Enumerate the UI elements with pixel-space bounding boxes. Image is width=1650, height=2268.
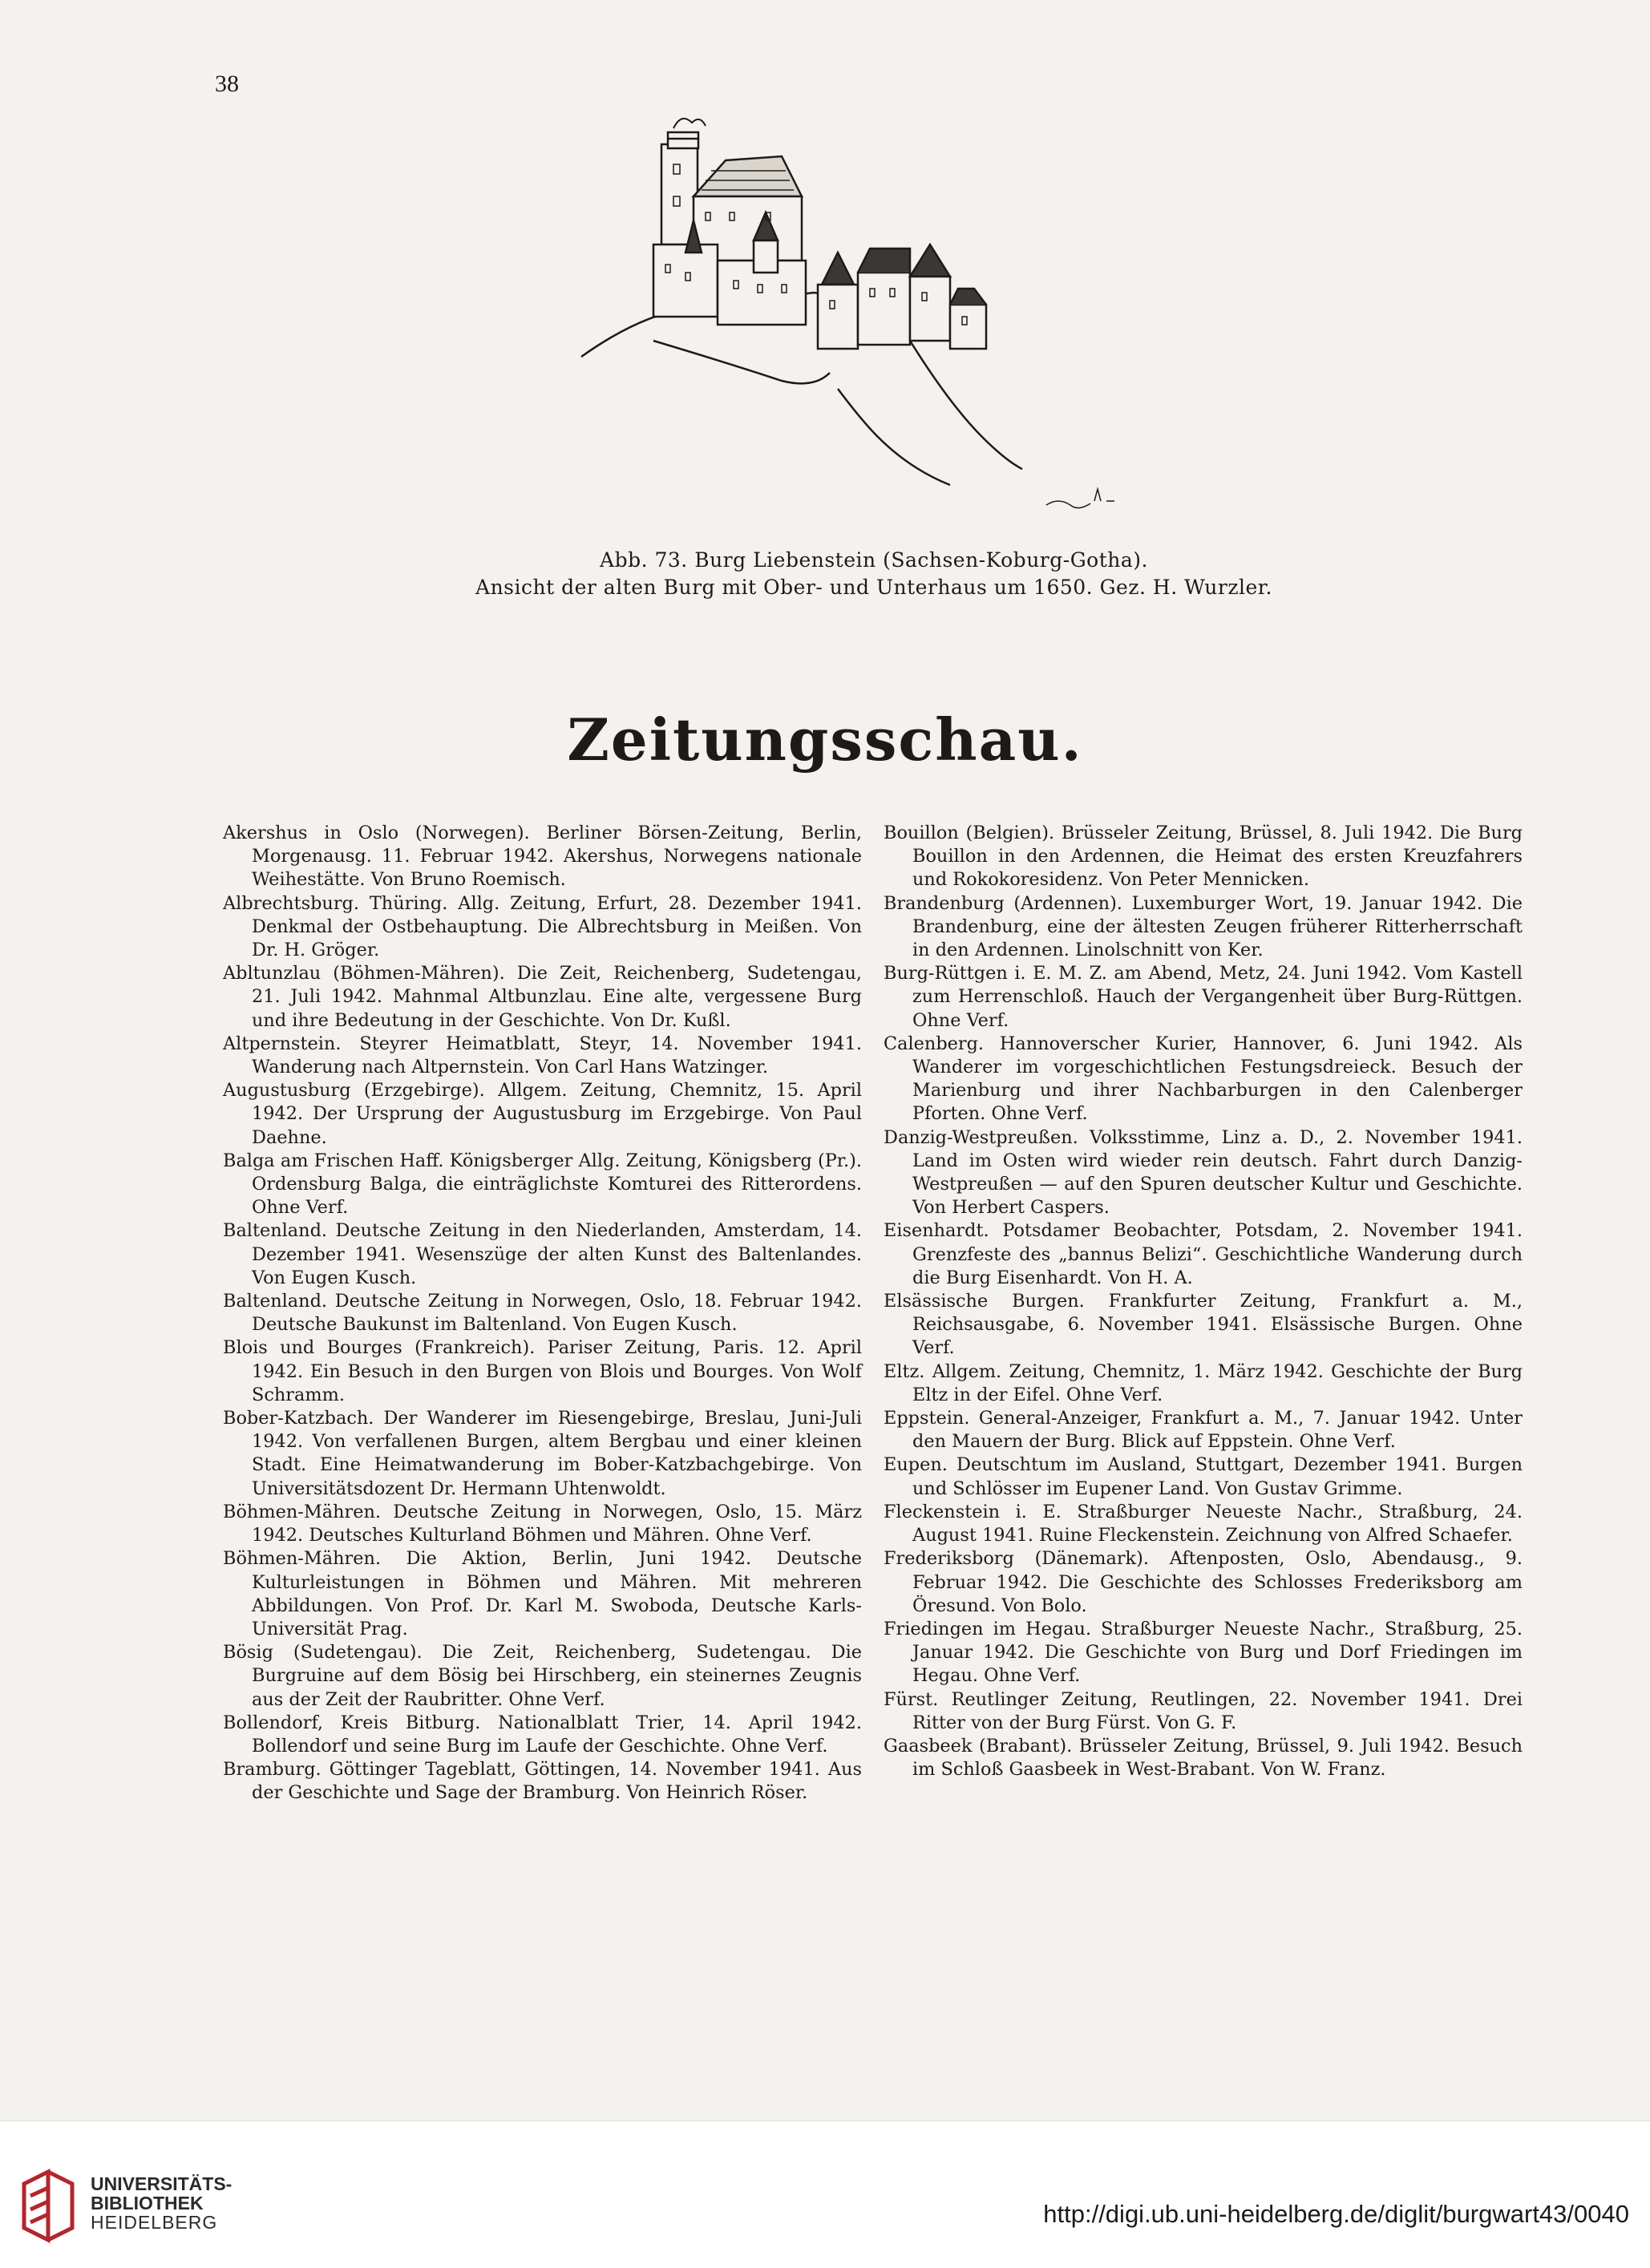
list-item: Balga am Frischen Haff. Königsberger Allg. Zeitung, Königsberg (Pr.). Ordensburg Balga, die einträglichste Komturei des Ritterordens. Ohne Verf. — [223, 1150, 862, 1219]
list-item: Bramburg. Göttinger Tageblatt, Göttingen, 14. November 1941. Aus der Geschichte und Sage der Bramburg. Von Heinrich Röser. — [223, 1759, 862, 1804]
library-name-line1: UNIVERSITÄTS- — [91, 2173, 233, 2194]
list-item: Augustusburg (Erzgebirge). Allgem. Zeitung, Chemnitz, 15. April 1942. Der Ursprung der Augustusburg im Erzgebirge. Von Paul Daehne. — [223, 1080, 862, 1148]
list-item: Blois und Bourges (Frankreich). Pariser Zeitung, Paris. 12. April 1942. Ein Besuch in den Burgen von Blois und Bourges. Von Wolf Schramm. — [223, 1337, 862, 1405]
library-logo-icon — [16, 2168, 80, 2248]
list-item: Eupen. Deutschtum im Ausland, Stuttgart, Dezember 1941. Burgen und Schlösser im Eupener Land. Von Gustav Grimme. — [884, 1454, 1523, 1499]
list-item: Bollendorf, Kreis Bitburg. Nationalblatt Trier, 14. April 1942. Bollendorf und seine Burg im Laufe der Geschichte. Ohne Verf. — [223, 1712, 862, 1757]
list-item: Fleckenstein i. E. Straßburger Neueste Nachr., Straßburg, 24. August 1941. Ruine Fleckenstein. Zeichnung von Alfred Schaefer. — [884, 1501, 1523, 1546]
list-item: Fürst. Reutlinger Zeitung, Reutlingen, 22. November 1941. Drei Ritter von der Burg Fürst. Von G. F. — [884, 1688, 1523, 1733]
list-item: Albrechtsburg. Thüring. Allg. Zeitung, Erfurt, 28. Dezember 1941. Denkmal der Ostbehauptung. Die Albrechtsburg in Meißen. Von Dr. H. Gröger. — [223, 892, 862, 961]
figure-caption-line2: Ansicht der alten Burg mit Ober- und Unterhaus um 1650. Gez. H. Wurzler. — [475, 576, 1272, 599]
list-item: Frederiksborg (Dänemark). Aftenposten, Oslo, Abendausg., 9. Februar 1942. Die Geschichte des Schlosses Frederiksborg am Öresund. Von Bolo. — [884, 1548, 1523, 1616]
list-item: Brandenburg (Ardennen). Luxemburger Wort, 19. Januar 1942. Die Brandenburg, eine der ältesten Zeugen früherer Ritterherrschaft in den Ardennen. Linolschnitt von Ker. — [884, 892, 1523, 961]
list-item: Akershus in Oslo (Norwegen). Berliner Börsen-Zeitung, Berlin, Morgenausg. 11. Februar 1942. Akershus, Norwegens nationale Weihestätte. Von Bruno Roemisch. — [223, 823, 862, 891]
list-item: Böhmen-Mähren. Die Aktion, Berlin, Juni 1942. Deutsche Kulturleistungen in Böhmen und Mähren. Mit mehreren Abbildungen. Von Prof. Dr. Karl M. Swoboda, Deutsche Karls-Universität Prag. — [223, 1548, 862, 1639]
list-item: Bober-Katzbach. Der Wanderer im Riesengebirge, Breslau, Juni-Juli 1942. Von verfallenen Burgen, altem Bergbau und einer kleinen Stadt. Eine Heimatwanderung im Bober-Katzbachgebirge. Von Universitätsdozent Dr. Hermann Uhtenwoldt. — [223, 1408, 862, 1499]
permalink-url[interactable]: http://digi.ub.uni-heidelberg.de/diglit/burgwart43/0040 — [1043, 2200, 1629, 2228]
list-item: Bösig (Sudetengau). Die Zeit, Reichenberg, Sudetengau. Die Burgruine auf dem Bösig bei Hirschberg, ein steinernes Zeugnis aus der Zeit der Raubritter. Ohne Verf. — [223, 1642, 862, 1710]
library-name-line2: BIBLIOTHEK — [91, 2193, 204, 2213]
list-item: Abltunzlau (Böhmen-Mähren). Die Zeit, Reichenberg, Sudetengau, 21. Juli 1942. Mahnmal Altbunzlau. Eine alte, vergessene Burg und ihre Bedeutung in der Geschichte. Von Dr. Kußl. — [223, 963, 862, 1031]
footer-bar — [0, 2120, 1650, 2268]
list-item: Baltenland. Deutsche Zeitung in Norwegen, Oslo, 18. Februar 1942. Deutsche Baukunst im Baltenland. Von Eugen Kusch. — [223, 1291, 862, 1336]
list-item: Eisenhardt. Potsdamer Beobachter, Potsdam, 2. November 1941. Grenzfeste des „bannus Belizi“. Geschichtliche Wanderung durch die Burg Eisenhardt. Von H. A. — [884, 1220, 1523, 1288]
list-item: Altpernstein. Steyrer Heimatblatt, Steyr, 14. November 1941. Wanderung nach Altpernstein. Von Carl Hans Watzinger. — [223, 1033, 862, 1078]
left-column — [223, 822, 862, 1805]
library-name — [91, 2174, 232, 2232]
list-item: Danzig-Westpreußen. Volksstimme, Linz a. D., 2. November 1941. Land im Osten wird wieder rein deutsch. Fahrt durch Danzig-Westpreußen — auf den Spuren deutscher Kultur und Geschichte. Von Herbert Caspers. — [884, 1126, 1523, 1219]
library-name-line3: HEIDELBERG — [91, 2212, 218, 2233]
list-item: Böhmen-Mähren. Deutsche Zeitung in Norwegen, Oslo, 15. März 1942. Deutsches Kulturland Böhmen und Mähren. Ohne Verf. — [223, 1501, 862, 1546]
page-number: 38 — [215, 71, 239, 97]
list-item: Bouillon (Belgien). Brüsseler Zeitung, Brüssel, 8. Juli 1942. Die Burg Bouillon in den Ardennen, die Heimat des ersten Kreuzfahrers und Rokokoresidenz. Von Peter Mennicken. — [884, 823, 1523, 891]
castle-illustration — [573, 100, 1134, 537]
list-item: Eppstein. General-Anzeiger, Frankfurt a. M., 7. Januar 1942. Unter den Mauern der Burg. Blick auf Eppstein. Ohne Verf. — [884, 1408, 1523, 1453]
list-item: Baltenland. Deutsche Zeitung in den Niederlanden, Amsterdam, 14. Dezember 1941. Wesenszüge der alten Kunst des Baltenlandes. Von Eugen Kusch. — [223, 1220, 862, 1288]
figure-caption-line1: Abb. 73. Burg Liebenstein (Sachsen-Koburg-Gotha). — [600, 548, 1148, 572]
list-item: Calenberg. Hannoverscher Kurier, Hannover, 6. Juni 1942. Als Wanderer im vorgeschichtlichen Festungsdreieck. Besuch der Marienburg und ihrer Nachbarburgen in den Calenberger Pforten. Ohne Verf. — [884, 1033, 1523, 1125]
section-heading: Zeitungsschau. — [567, 705, 1083, 774]
list-item: Eltz. Allgem. Zeitung, Chemnitz, 1. März 1942. Geschichte der Burg Eltz in der Eifel. Ohne Verf. — [884, 1360, 1523, 1405]
list-item: Elsässische Burgen. Frankfurter Zeitung, Frankfurt a. M., Reichsausgabe, 6. November 1941. Elsässische Burgen. Ohne Verf. — [884, 1291, 1523, 1359]
right-column — [884, 822, 1523, 1781]
list-item: Gaasbeek (Brabant). Brüsseler Zeitung, Brüssel, 9. Juli 1942. Besuch im Schloß Gaasbeek in West-Brabant. Von W. Franz. — [884, 1735, 1523, 1781]
list-item: Friedingen im Hegau. Straßburger Neueste Nachr., Straßburg, 25. Januar 1942. Die Geschichte von Burg und Dorf Friedingen im Hegau. Ohne Verf. — [884, 1618, 1523, 1687]
list-item: Burg-Rüttgen i. E. M. Z. am Abend, Metz, 24. Juni 1942. Vom Kastell zum Herrenschloß. Hauch der Vergangenheit über Burg-Rüttgen. Ohne Verf. — [884, 963, 1523, 1031]
